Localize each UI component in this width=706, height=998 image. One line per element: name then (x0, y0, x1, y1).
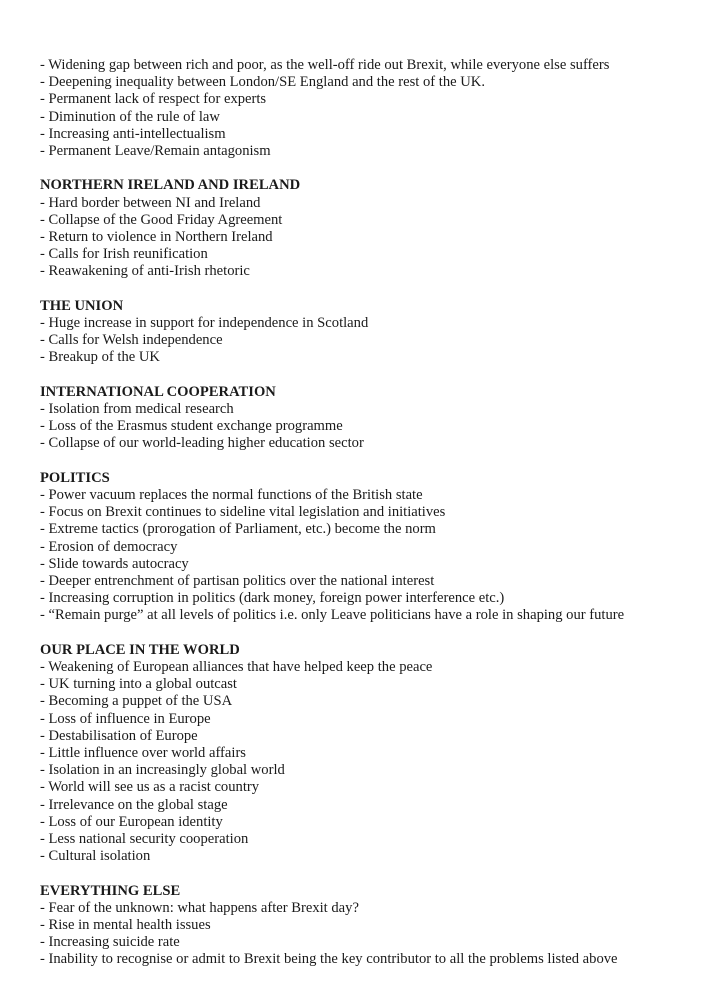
list-item: - Isolation in an increasingly global world (40, 762, 285, 779)
list-item: - Increasing suicide rate (40, 934, 180, 951)
list-item: - Little influence over world affairs (40, 745, 246, 762)
list-item: - Isolation from medical research (40, 401, 234, 418)
list-item: - “Remain purge” at all levels of politics i.e. only Leave politicians have a role in shaping our future (40, 607, 625, 624)
list-item: - Cultural isolation (40, 848, 151, 865)
section (40, 57, 686, 160)
list-item: - Permanent Leave/Remain antagonism (40, 143, 271, 160)
list-item: - Fear of the unknown: what happens after Brexit day? (40, 899, 359, 916)
section-heading: OUR PLACE IN THE WORLD (40, 641, 240, 658)
bullet-list (40, 195, 686, 281)
bullet-list (40, 659, 686, 865)
list-item: - Irrelevance on the global stage (40, 796, 228, 813)
bullet-list (40, 900, 686, 969)
section (40, 642, 686, 866)
list-item: - Widening gap between rich and poor, as the well-off ride out Brexit, while everyone else suffers (40, 57, 610, 73)
list-item: - Increasing anti-intellectualism (40, 125, 226, 142)
section-heading: NORTHERN IRELAND AND IRELAND (40, 177, 301, 194)
list-item: - Focus on Brexit continues to sideline vital legislation and initiatives (40, 504, 446, 521)
list-item: - Destabilisation of Europe (40, 727, 198, 744)
list-item: - Inability to recognise or admit to Brexit being the key contributor to all the problems listed above (40, 951, 618, 968)
section-heading: INTERNATIONAL COOPERATION (40, 383, 276, 400)
list-item: - Increasing corruption in politics (dark money, foreign power interference etc.) (40, 590, 505, 607)
list-item: - Loss of our European identity (40, 813, 223, 830)
section (40, 177, 686, 280)
list-item: - Permanent lack of respect for experts (40, 91, 267, 108)
list-item: - Calls for Welsh independence (40, 332, 223, 349)
list-item: - Deepening inequality between London/SE England and the rest of the UK. (40, 74, 485, 91)
section-heading: THE UNION (40, 297, 124, 314)
section (40, 883, 686, 969)
list-item: - Diminution of the rule of law (40, 108, 220, 125)
list-item: - Power vacuum replaces the normal functions of the British state (40, 487, 423, 504)
list-item: - Hard border between NI and Ireland (40, 194, 261, 211)
list-item: - Calls for Irish reunification (40, 246, 208, 263)
bullet-list (40, 401, 686, 453)
list-item: - Breakup of the UK (40, 349, 160, 366)
section (40, 470, 686, 625)
section-heading: POLITICS (40, 469, 110, 486)
section (40, 384, 686, 453)
bullet-list (40, 315, 686, 367)
list-item: - Reawakening of anti-Irish rhetoric (40, 263, 250, 280)
list-item: - Collapse of our world-leading higher education sector (40, 435, 364, 452)
list-item: - Slide towards autocracy (40, 555, 189, 572)
list-item: - World will see us as a racist country (40, 779, 260, 796)
bullet-list (40, 57, 686, 160)
list-item: - Collapse of the Good Friday Agreement (40, 211, 283, 228)
list-item: - Becoming a puppet of the USA (40, 693, 233, 710)
document-body (40, 57, 686, 969)
list-item: - Deeper entrenchment of partisan politics over the national interest (40, 573, 435, 590)
list-item: - Extreme tactics (prorogation of Parliament, etc.) become the norm (40, 521, 436, 538)
section-heading: EVERYTHING ELSE (40, 882, 181, 899)
list-item: - Loss of influence in Europe (40, 710, 211, 727)
list-item: - Rise in mental health issues (40, 917, 211, 934)
list-item: - Huge increase in support for independence in Scotland (40, 315, 369, 332)
section (40, 298, 686, 367)
list-item: - UK turning into a global outcast (40, 676, 237, 693)
list-item: - Loss of the Erasmus student exchange programme (40, 418, 343, 435)
list-item: - Weakening of European alliances that have helped keep the peace (40, 659, 433, 676)
list-item: - Erosion of democracy (40, 538, 178, 555)
list-item: - Less national security cooperation (40, 831, 249, 848)
list-item: - Return to violence in Northern Ireland (40, 229, 273, 246)
bullet-list (40, 487, 686, 625)
